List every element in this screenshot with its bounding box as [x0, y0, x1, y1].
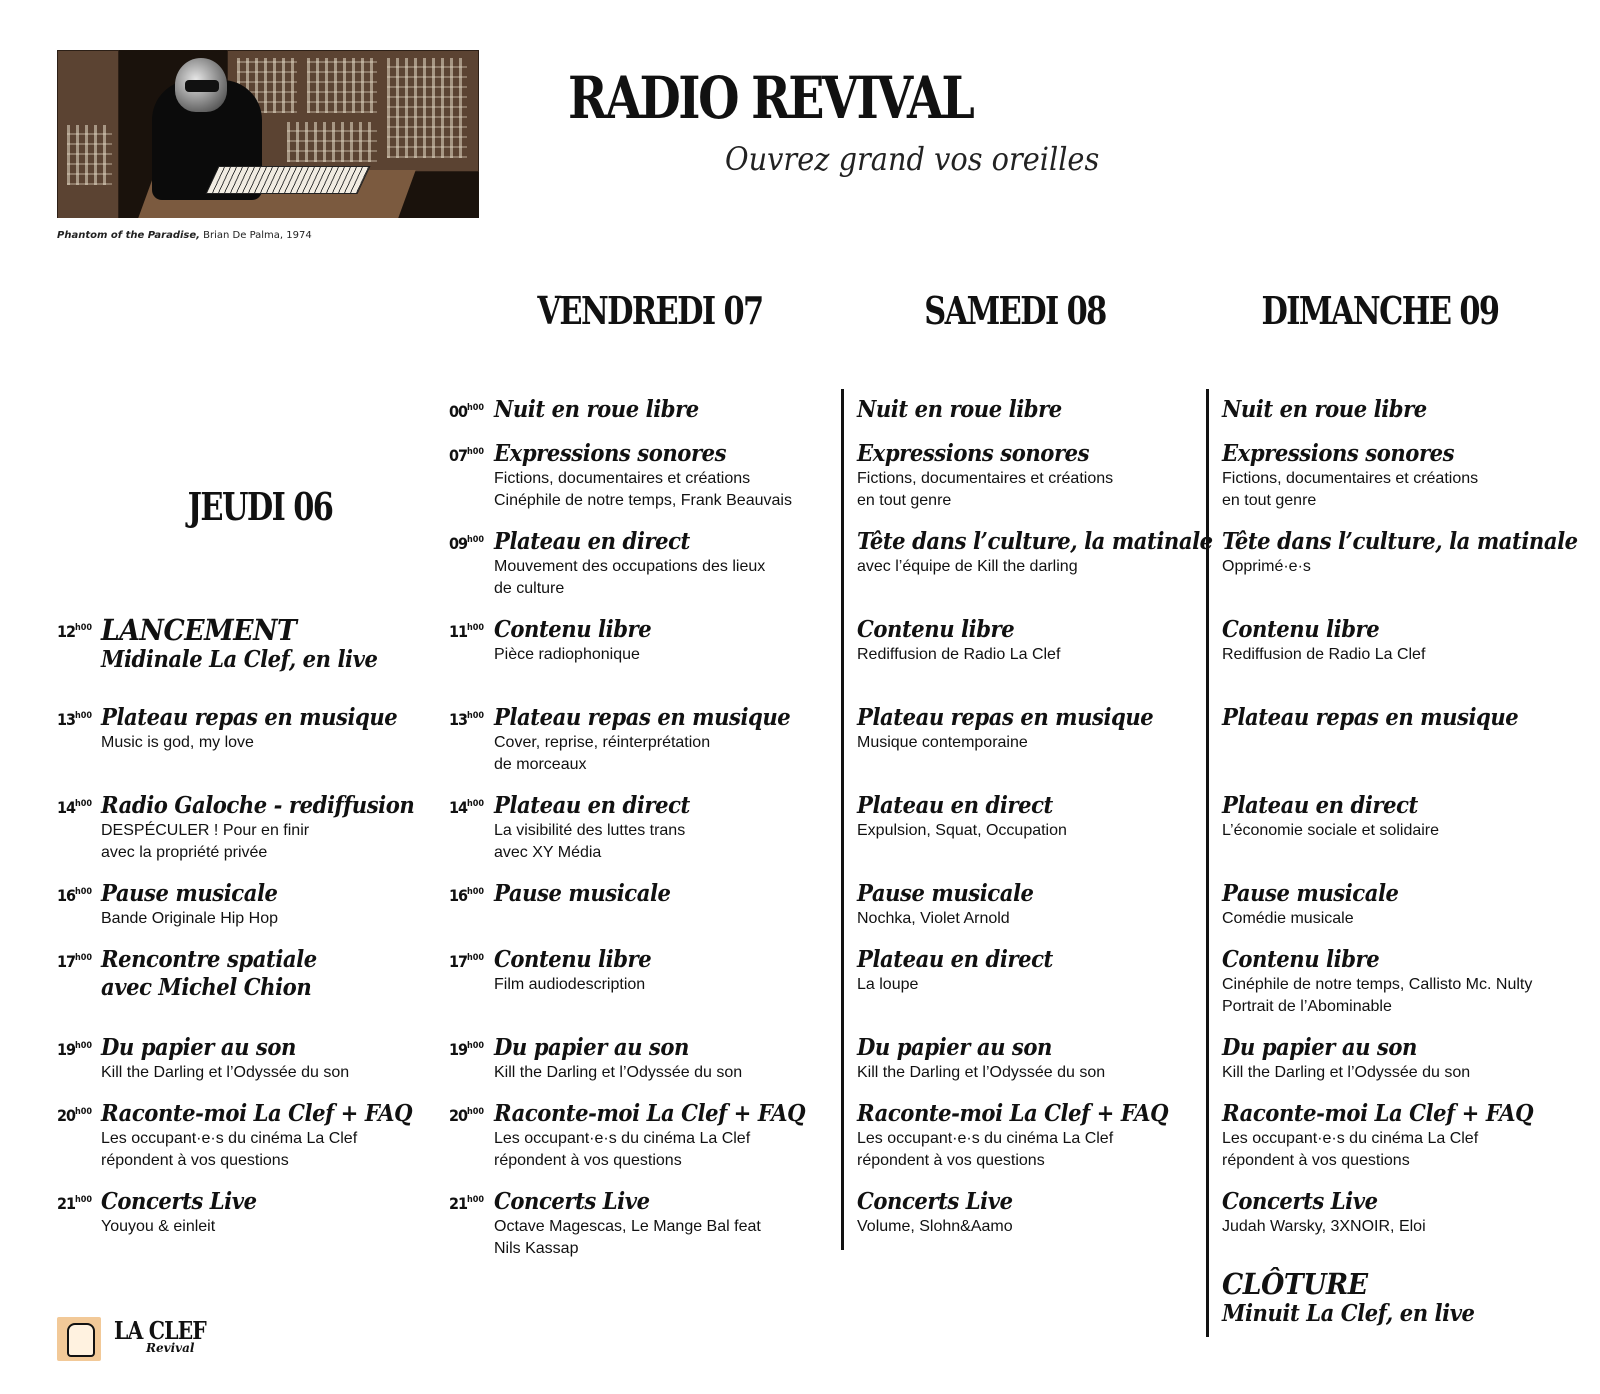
caption-credit: Brian De Palma, 1974 [199, 230, 312, 241]
schedule-item [101, 1188, 270, 1238]
schedule-item [101, 946, 336, 1002]
time-minutes: h00 [467, 953, 485, 963]
item-description: de morceaux [494, 756, 587, 773]
item-title: Plateau en direct [1222, 792, 1418, 819]
time-hour: 20 [449, 1106, 468, 1125]
item-title-line2: avec Michel Chion [101, 974, 312, 1001]
page-subtitle: Ouvrez grand vos oreilles [725, 140, 1100, 178]
item-time [449, 952, 484, 971]
time-hour: 16 [57, 886, 76, 905]
item-title: Raconte-moi La Clef + FAQ [101, 1100, 413, 1127]
item-title: Raconte-moi La Clef + FAQ [1222, 1100, 1534, 1127]
schedule-item [494, 880, 686, 908]
item-time [449, 1194, 484, 1213]
item-title: Pause musicale [857, 880, 1034, 907]
time-hour: 21 [449, 1194, 468, 1213]
item-time [449, 446, 484, 465]
item-title: Raconte-moi La Clef + FAQ [494, 1100, 806, 1127]
item-title: Expressions sonores [857, 440, 1090, 467]
time-minutes: h00 [467, 711, 485, 721]
item-title: Du papier au son [494, 1034, 689, 1061]
logo-subtitle: Revival [146, 1341, 195, 1355]
column-divider [841, 389, 844, 1250]
item-description: Expulsion, Squat, Occupation [857, 822, 1067, 839]
item-description: Les occupant·e·s du cinéma La Clef [494, 1130, 751, 1147]
item-title: Radio Galoche - rediffusion [101, 792, 415, 819]
schedule-item [1222, 616, 1425, 666]
item-title: Pause musicale [101, 880, 278, 907]
item-description: Fictions, documentaires et créations [857, 470, 1114, 487]
item-title: Concerts Live [494, 1188, 650, 1215]
item-time [449, 710, 484, 729]
schedule-item [494, 1100, 832, 1172]
time-hour: 21 [57, 1194, 76, 1213]
item-description: Kill the Darling et l’Odyssée du son [857, 1064, 1106, 1081]
item-title: Rencontre spatiale [101, 946, 317, 973]
item-description: Opprimé·e·s [1222, 558, 1311, 575]
schedule-item [857, 704, 1179, 754]
page-title: RADIO REVIVAL [568, 64, 973, 132]
item-time [57, 1040, 92, 1059]
schedule-item [1222, 946, 1532, 1018]
item-title-line2: Midinale La Clef, en live [101, 646, 378, 673]
time-hour: 19 [449, 1040, 468, 1059]
time-minutes: h00 [467, 447, 485, 457]
item-title: Pause musicale [1222, 880, 1399, 907]
item-description: La visibilité des luttes trans [494, 822, 686, 839]
item-description: Fictions, documentaires et créations [1222, 470, 1479, 487]
day-header-dimanche: DIMANCHE 09 [1261, 288, 1499, 333]
item-title: Contenu libre [1222, 616, 1380, 643]
time-hour: 13 [449, 710, 468, 729]
time-minutes: h00 [467, 887, 485, 897]
item-time [57, 798, 92, 817]
item-title: Tête dans l’culture, la matinale [1222, 528, 1578, 555]
item-description: Judah Warsky, 3XNOIR, Eloi [1222, 1218, 1426, 1235]
item-description: Nils Kassap [494, 1240, 579, 1257]
item-title: Du papier au son [857, 1034, 1052, 1061]
item-description: Pièce radiophonique [494, 646, 640, 663]
item-description: Kill the Darling et l’Odyssée du son [494, 1064, 743, 1081]
item-time [57, 886, 92, 905]
time-minutes: h00 [467, 799, 485, 809]
item-description: Cinéphile de notre temps, Frank Beauvais [494, 492, 792, 509]
item-description: Film audiodescription [494, 976, 646, 993]
schedule-item [494, 396, 717, 424]
item-description: La loupe [857, 976, 919, 993]
item-title: CLÔTURE [1222, 1267, 1368, 1301]
schedule-item [494, 1034, 742, 1084]
item-description: Fictions, documentaires et créations [494, 470, 751, 487]
item-title: Tête dans l’culture, la matinale [857, 528, 1213, 555]
item-title: Concerts Live [1222, 1188, 1378, 1215]
item-time [449, 534, 484, 553]
item-description: Rediffusion de Radio La Clef [857, 646, 1061, 663]
item-description: Kill the Darling et l’Odyssée du son [101, 1064, 350, 1081]
time-minutes: h00 [75, 887, 93, 897]
time-hour: 12 [57, 622, 76, 641]
day-header-vendredi: VENDREDI 07 [537, 288, 763, 333]
item-title: Raconte-moi La Clef + FAQ [857, 1100, 1169, 1127]
time-minutes: h00 [75, 711, 93, 721]
item-title: Plateau en direct [494, 528, 690, 555]
day-header-jeudi: JEUDI 06 [187, 484, 333, 529]
schedule-item [857, 1100, 1195, 1172]
schedule-item [1222, 396, 1445, 424]
logo-name: LA CLEF [114, 1316, 206, 1345]
item-title: Plateau en direct [494, 792, 690, 819]
fist-logo-icon [57, 1317, 101, 1361]
item-title-line2: Minuit La Clef, en live [1222, 1300, 1475, 1327]
item-description: Youyou & einleit [101, 1218, 216, 1235]
item-title: Plateau repas en musique [857, 704, 1154, 731]
item-title: LANCEMENT [101, 613, 297, 647]
item-title: Concerts Live [857, 1188, 1013, 1215]
item-title: Expressions sonores [494, 440, 727, 467]
time-minutes: h00 [75, 953, 93, 963]
schedule-item [1222, 1100, 1560, 1172]
schedule-item [101, 1100, 439, 1172]
item-description: Volume, Slohn&Aamo [857, 1218, 1013, 1235]
item-title: Plateau repas en musique [101, 704, 398, 731]
item-description: avec la propriété privée [101, 844, 268, 861]
schedule-item [1222, 528, 1600, 578]
item-description: Nochka, Violet Arnold [857, 910, 1010, 927]
item-description: Bande Originale Hip Hop [101, 910, 278, 927]
item-title: Contenu libre [494, 616, 652, 643]
time-hour: 00 [449, 402, 468, 421]
schedule-item [101, 1034, 349, 1084]
schedule-item [494, 704, 816, 776]
item-description: DESPÉCULER ! Pour en finir [101, 822, 310, 839]
schedule-item [857, 616, 1060, 666]
time-minutes: h00 [467, 1107, 485, 1117]
schedule-item [101, 792, 442, 864]
time-hour: 14 [57, 798, 76, 817]
time-minutes: h00 [467, 535, 485, 545]
schedule-item [857, 396, 1080, 424]
schedule-item [1222, 1188, 1426, 1238]
time-hour: 19 [57, 1040, 76, 1059]
item-title: Plateau en direct [857, 946, 1053, 973]
item-description: Les occupant·e·s du cinéma La Clef [1222, 1130, 1479, 1147]
item-time [449, 1106, 484, 1125]
schedule-item [1222, 1268, 1497, 1328]
item-time [449, 622, 484, 641]
item-time [57, 622, 92, 641]
schedule-item [494, 1188, 761, 1260]
item-time [449, 798, 484, 817]
item-time [57, 952, 92, 971]
time-minutes: h00 [75, 1041, 93, 1051]
item-time [57, 710, 92, 729]
time-minutes: h00 [75, 623, 93, 633]
caption-film: Phantom of the Paradise, [57, 230, 200, 241]
time-hour: 11 [449, 622, 468, 641]
item-time [57, 1106, 92, 1125]
item-description: Music is god, my love [101, 734, 254, 751]
item-title: Contenu libre [857, 616, 1015, 643]
item-time [57, 1194, 92, 1213]
time-minutes: h00 [75, 1195, 93, 1205]
item-description: Octave Magescas, Le Mange Bal feat [494, 1218, 761, 1235]
day-header-samedi: SAMEDI 08 [924, 288, 1106, 333]
item-title: Plateau repas en musique [1222, 704, 1519, 731]
schedule-item [101, 614, 402, 674]
item-time [449, 402, 484, 421]
item-description: répondent à vos questions [1222, 1152, 1410, 1169]
item-title: Nuit en roue libre [494, 396, 699, 423]
item-description: Cinéphile de notre temps, Callisto Mc. Nulty [1222, 976, 1533, 993]
time-hour: 09 [449, 534, 468, 553]
item-description: Comédie musicale [1222, 910, 1354, 927]
item-title: Plateau repas en musique [494, 704, 791, 731]
item-description: répondent à vos questions [101, 1152, 289, 1169]
item-description: Cover, reprise, réinterprétation [494, 734, 711, 751]
time-hour: 07 [449, 446, 468, 465]
item-description: Mouvement des occupations des lieux [494, 558, 766, 575]
item-description: de culture [494, 580, 565, 597]
time-minutes: h00 [467, 1195, 485, 1205]
item-description: Kill the Darling et l’Odyssée du son [1222, 1064, 1471, 1081]
item-description: répondent à vos questions [494, 1152, 682, 1169]
item-title: Concerts Live [101, 1188, 257, 1215]
photo-caption [57, 230, 312, 241]
item-description: avec l’équipe de Kill the darling [857, 558, 1078, 575]
schedule-item [857, 1034, 1105, 1084]
schedule-item [494, 946, 665, 996]
schedule-item [101, 704, 423, 754]
item-title: Expressions sonores [1222, 440, 1455, 467]
item-time [449, 1040, 484, 1059]
header-photo [57, 50, 479, 218]
schedule-item [494, 792, 707, 864]
item-description: L’économie sociale et solidaire [1222, 822, 1440, 839]
item-title: Du papier au son [101, 1034, 296, 1061]
time-hour: 17 [449, 952, 468, 971]
time-hour: 16 [449, 886, 468, 905]
item-title: Du papier au son [1222, 1034, 1417, 1061]
time-minutes: h00 [75, 799, 93, 809]
time-hour: 20 [57, 1106, 76, 1125]
item-title: Plateau en direct [857, 792, 1053, 819]
schedule-item [857, 946, 1070, 996]
schedule-item [494, 616, 665, 666]
time-minutes: h00 [467, 1041, 485, 1051]
item-description: en tout genre [857, 492, 952, 509]
schedule-item [101, 880, 293, 930]
item-description: avec XY Média [494, 844, 602, 861]
item-time [449, 886, 484, 905]
item-description: Les occupant·e·s du cinéma La Clef [857, 1130, 1114, 1147]
schedule-item [1222, 704, 1544, 732]
time-hour: 13 [57, 710, 76, 729]
item-title: Contenu libre [1222, 946, 1380, 973]
time-hour: 14 [449, 798, 468, 817]
schedule-item [857, 792, 1070, 842]
time-minutes: h00 [75, 1107, 93, 1117]
item-title: Nuit en roue libre [1222, 396, 1427, 423]
item-description: répondent à vos questions [857, 1152, 1045, 1169]
item-title: Pause musicale [494, 880, 671, 907]
item-title: Contenu libre [494, 946, 652, 973]
item-title: Nuit en roue libre [857, 396, 1062, 423]
schedule-item [857, 880, 1049, 930]
schedule-item [494, 528, 765, 600]
time-minutes: h00 [467, 403, 485, 413]
schedule-item [857, 1188, 1026, 1238]
time-minutes: h00 [467, 623, 485, 633]
schedule-item [1222, 792, 1439, 842]
schedule-item [857, 440, 1113, 512]
item-description: Les occupant·e·s du cinéma La Clef [101, 1130, 358, 1147]
item-description: Portrait de l’Abominable [1222, 998, 1392, 1015]
time-hour: 17 [57, 952, 76, 971]
schedule-item [494, 440, 792, 512]
item-description: en tout genre [1222, 492, 1317, 509]
item-description: Musique contemporaine [857, 734, 1028, 751]
schedule-item [1222, 440, 1478, 512]
schedule-item [857, 528, 1244, 578]
item-description: Rediffusion de Radio La Clef [1222, 646, 1426, 663]
schedule-item [1222, 1034, 1470, 1084]
schedule-item [1222, 880, 1414, 930]
